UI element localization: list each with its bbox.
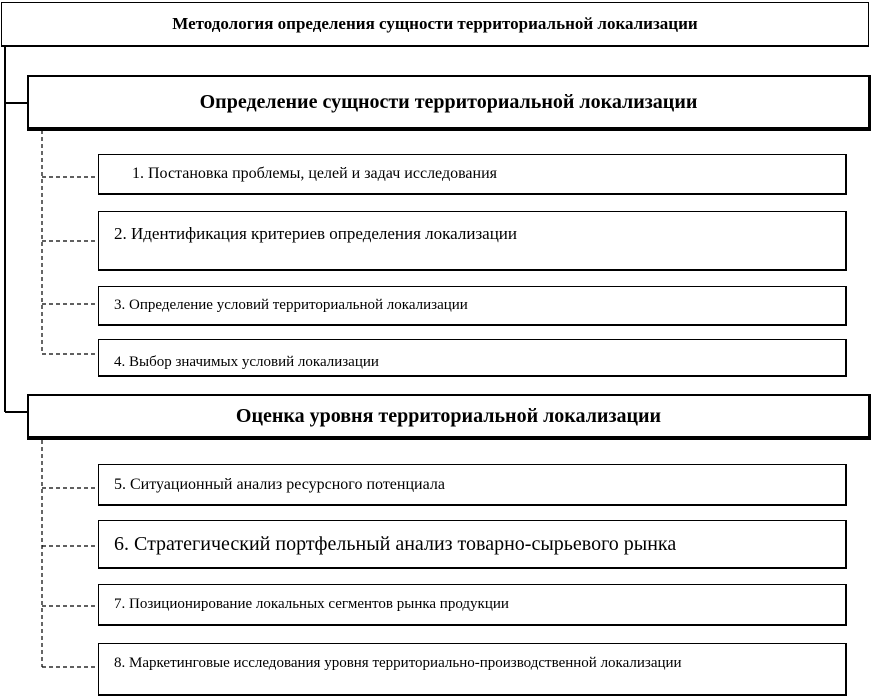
step-1-text: 1. Постановка проблемы, целей и задач исследования [132,165,498,182]
step-6-box [98,520,847,569]
step-2-text: 2. Идентификация критериев определения локализации [114,224,517,243]
section-2-header [27,394,871,440]
step-7-box [98,584,847,626]
section-2-title: Оценка уровня территориальной локализации [235,404,662,427]
section-1-header [27,75,871,131]
step-2-box [98,211,847,271]
step-3-text: 3. Определение условий территориальной локализации [114,297,468,313]
step-3-box [98,286,847,326]
step-5-text: 5. Ситуационный анализ ресурсного потенциала [114,475,445,493]
section-1-connectors [42,130,98,354]
diagram-title-text: Методология определения сущности территориальной локализации [172,14,698,33]
section-1-title: Определение сущности территориальной локализации [199,90,698,113]
step-4-text: 4. Выбор значимых условий локализации [114,354,379,370]
trunk-line [5,47,28,412]
step-7-text: 7. Позиционирование локальных сегментов рынка продукции [114,596,509,612]
step-5-box [98,464,847,506]
section-2-connectors [42,440,98,667]
diagram-title [1,2,869,47]
step-1-box [98,154,847,195]
step-8-box [98,643,847,696]
step-4-box [98,339,847,377]
step-8-text: 8. Маркетинговые исследования уровня территориально-производственной локализации [114,655,682,671]
step-6-text: 6. Стратегический портфельный анализ товарно-сырьевого рынка [114,532,677,555]
